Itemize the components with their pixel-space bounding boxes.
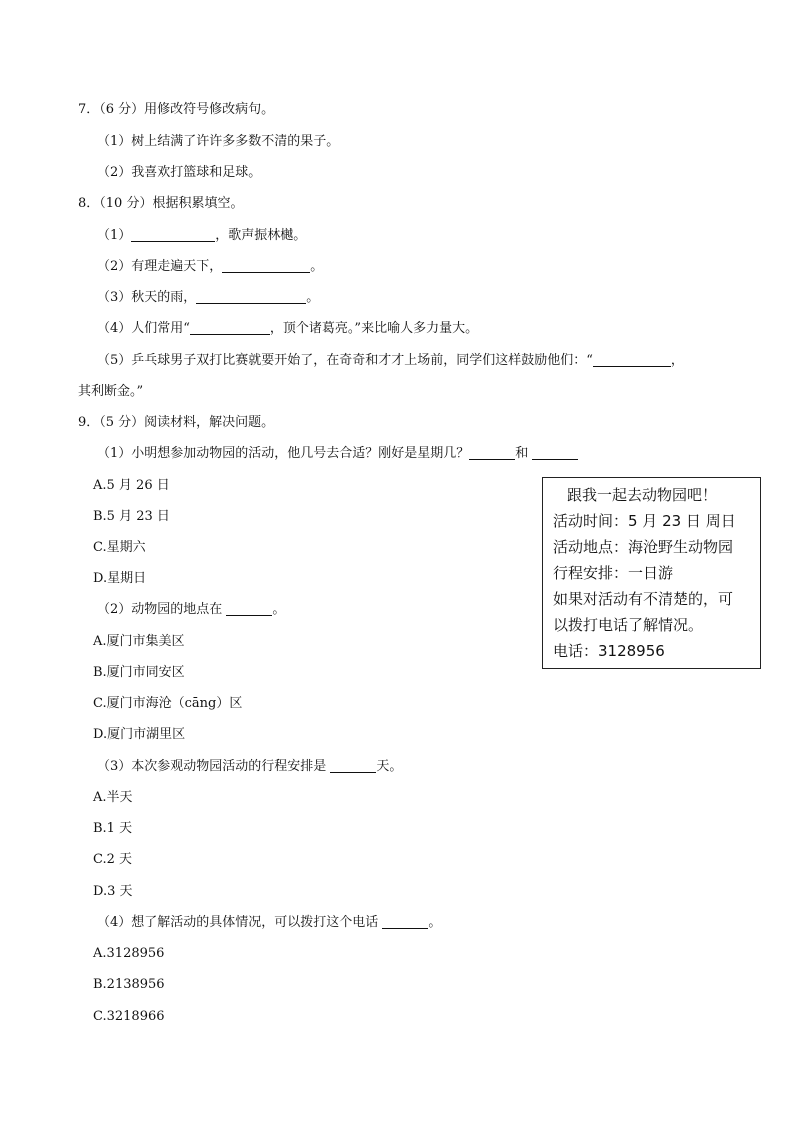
answer-blank[interactable] <box>593 352 671 367</box>
q8-item-4-suffix: ，顶个诸葛亮。”来比喻人多力量大。 <box>269 321 479 336</box>
q8-item-2-prefix: （2）有理走遍天下， <box>97 259 223 274</box>
q8-item-5-prefix: （5）乒乓球男子双打比赛就要开始了，在奇奇和才才上场前，同学们这样鼓励他们：“ <box>97 353 593 368</box>
q7-title: 7．（6 分）用修改符号修改病句。 <box>78 102 275 117</box>
q8-item-3-suffix: 。 <box>306 290 320 305</box>
q8-item-3-prefix: （3）秋天的雨， <box>97 290 197 305</box>
option-item[interactable]: D.3 天 <box>93 884 133 899</box>
answer-blank[interactable] <box>330 758 376 773</box>
q9-part-3 <box>97 758 402 776</box>
answer-blank[interactable] <box>190 320 270 335</box>
option-item[interactable]: C.厦门市海沧（cāng）区 <box>93 696 243 711</box>
q9-part-2-suffix: 。 <box>272 602 286 617</box>
q8-item-5-suffix: ， <box>670 353 684 368</box>
q9-part-3-prompt: （3）本次参观动物园活动的行程安排是 <box>97 759 331 774</box>
q8-item-2 <box>97 258 323 276</box>
q8-item-1 <box>97 227 306 245</box>
option-item[interactable]: C.2 天 <box>93 852 133 867</box>
q9-part-4-prompt: （4）想了解活动的具体情况，可以拨打这个电话 <box>97 915 383 930</box>
option-item[interactable]: D.厦门市湖里区 <box>93 727 186 742</box>
q9-part-1-conjunction: 和 <box>515 446 529 461</box>
answer-blank[interactable] <box>532 445 578 460</box>
notice-time: 活动时间：5 月 23 日 周日 <box>553 512 736 530</box>
notice-phone: 电话：3128956 <box>553 642 665 660</box>
option-item[interactable]: A.半天 <box>93 790 133 805</box>
q9-part-1-prompt: （1）小明想参加动物园的活动，他几号去合适？刚好是星期几？ <box>97 446 470 461</box>
q8-title: 8．（10 分）根据积累填空。 <box>78 196 244 211</box>
notice-title: 跟我一起去动物园吧！ <box>567 486 718 504</box>
notice-place: 活动地点：海沧野生动物园 <box>553 538 734 556</box>
q9-part-2-prompt: （2）动物园的地点在 <box>97 602 227 617</box>
zoo-activity-notice <box>542 477 761 669</box>
q7-sentence-2: （2）我喜欢打篮球和足球。 <box>97 165 262 180</box>
option-item[interactable]: C.3218966 <box>93 1009 165 1024</box>
q9-part-4-suffix: 。 <box>428 915 442 930</box>
option-item[interactable]: A.3128956 <box>93 946 165 961</box>
q9-title: 9．（5 分）阅读材料，解决问题。 <box>78 415 275 430</box>
q9-part-3-suffix: 天。 <box>376 759 403 774</box>
q8-item-4-prefix: （4）人们常用“ <box>97 321 190 336</box>
q9-part-4 <box>97 914 441 932</box>
q8-item-3 <box>97 289 319 307</box>
option-item[interactable]: B.1 天 <box>93 821 133 836</box>
option-item[interactable]: A.5 月 26 日 <box>93 478 170 493</box>
notice-info-line-1: 如果对活动有不清楚的，可 <box>553 590 734 608</box>
option-item[interactable]: D.星期日 <box>93 571 147 586</box>
notice-schedule: 行程安排：一日游 <box>553 564 674 582</box>
q9-part-1 <box>97 445 578 463</box>
answer-blank[interactable] <box>131 227 215 242</box>
q8-item-5 <box>97 352 684 370</box>
option-item[interactable]: B.厦门市同安区 <box>93 665 185 680</box>
q9-part-2 <box>97 601 285 619</box>
q8-item-4 <box>97 320 478 338</box>
notice-info-line-2: 以拨打电话了解情况。 <box>553 616 704 634</box>
answer-blank[interactable] <box>196 289 306 304</box>
answer-blank[interactable] <box>469 445 515 460</box>
answer-blank[interactable] <box>382 914 428 929</box>
option-item[interactable]: B.5 月 23 日 <box>93 509 170 524</box>
answer-blank[interactable] <box>222 258 310 273</box>
answer-blank[interactable] <box>226 601 272 616</box>
q8-item-1-prefix: （1） <box>97 228 132 243</box>
q7-sentence-1: （1）树上结满了许许多多数不清的果子。 <box>97 134 340 149</box>
option-item[interactable]: A.厦门市集美区 <box>93 634 185 649</box>
q8-item-5-continued: 其利断金。” <box>78 384 144 399</box>
option-item[interactable]: C.星期六 <box>93 540 146 555</box>
option-item[interactable]: B.2138956 <box>93 977 165 992</box>
q8-item-2-suffix: 。 <box>310 259 324 274</box>
q8-item-1-suffix: ，歌声振林樾。 <box>215 228 307 243</box>
